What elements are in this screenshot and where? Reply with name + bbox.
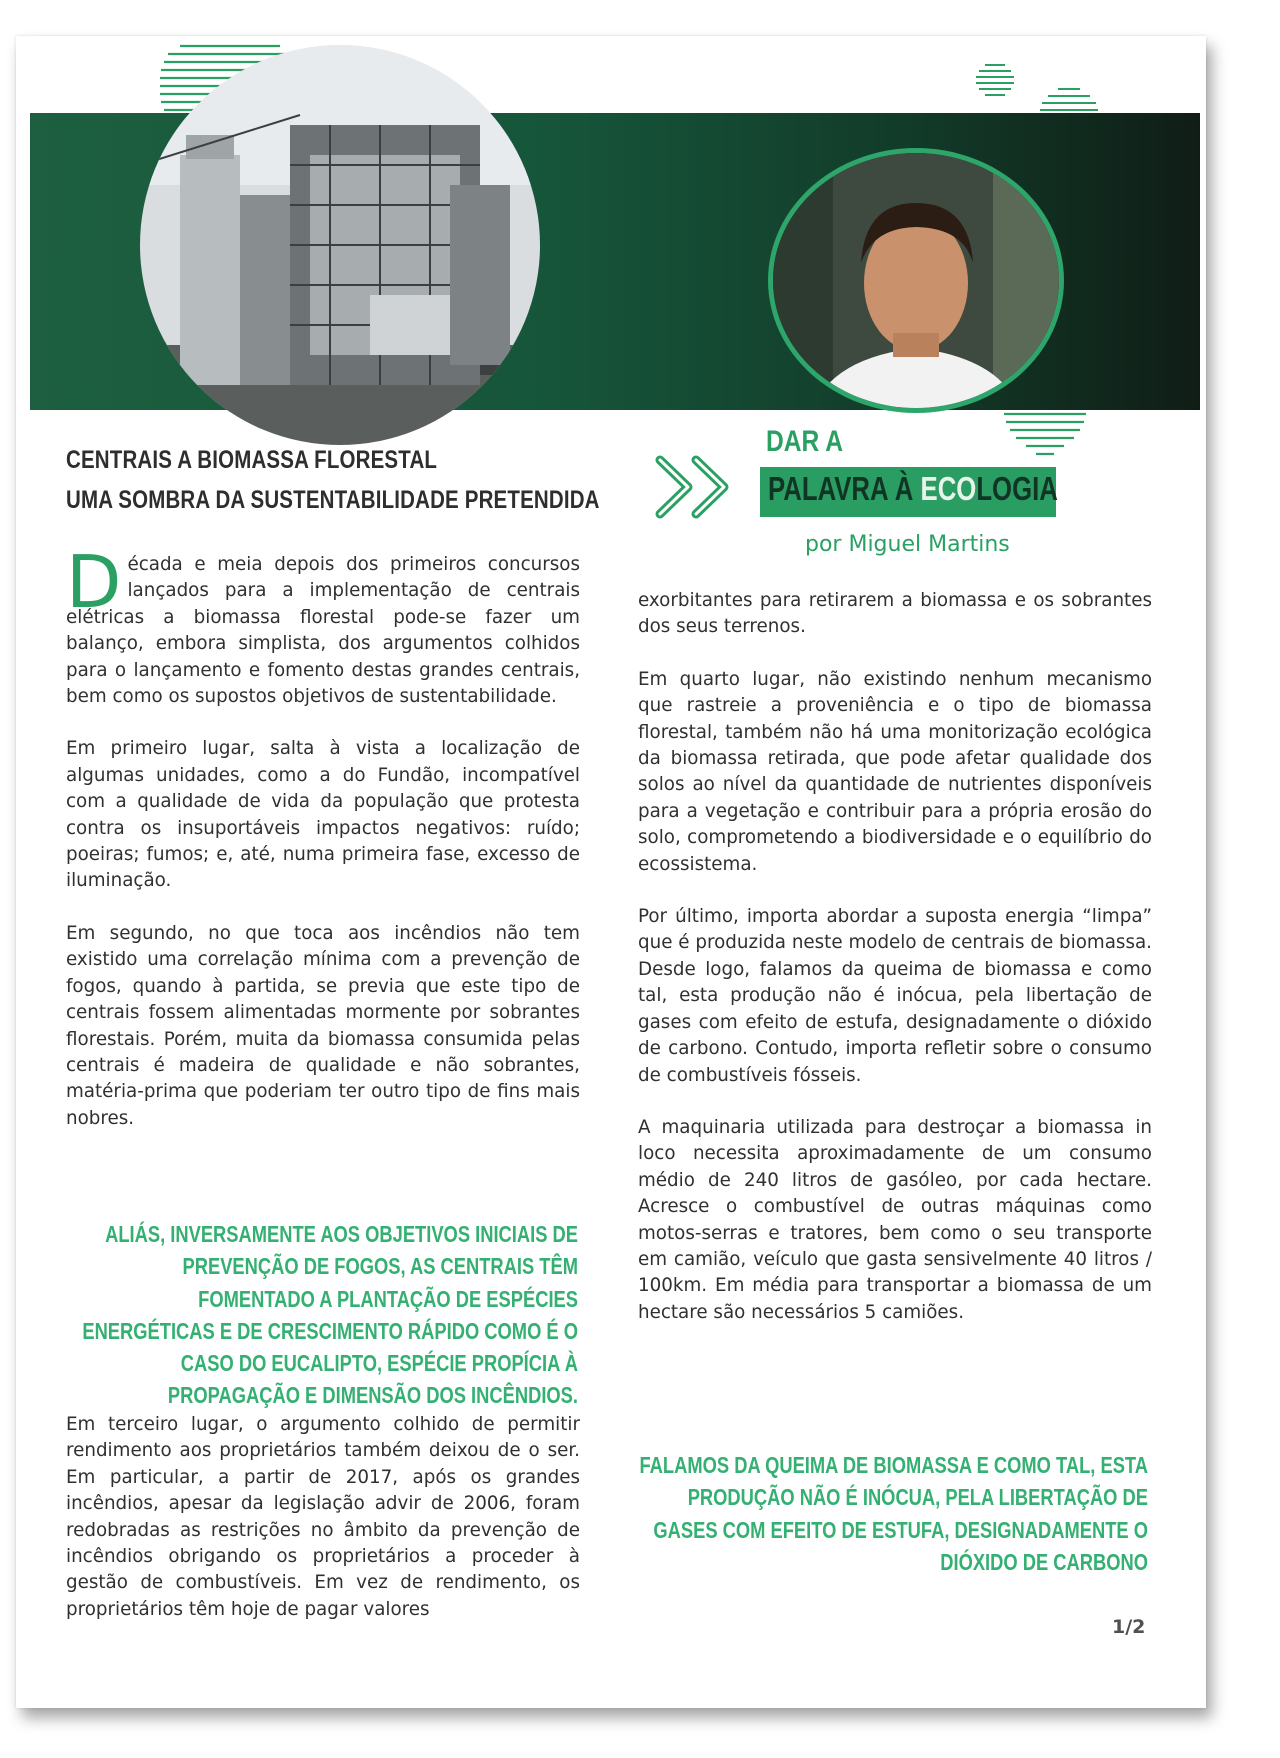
drop-cap: D — [66, 540, 122, 624]
biomass-plant-photo — [140, 45, 540, 445]
paragraph-second-point: Em segundo, no que toca aos incêndios não tem existido uma correlação mínima com a prevenção de fogos, quando à partida, se previa que este tipo de centrais fossem alimentadas mormente por sobrantes florestais. Porém, muita da biomassa consumida pelas centrais é madeira de qualidade e não sobrantes, matéria-prima que poderiam ter outro tipo de fins mais nobres. — [66, 922, 580, 1129]
stripes-decoration-portrait — [1004, 410, 1086, 460]
section-label-part2: LOGIA — [976, 470, 1058, 507]
section-label-part1: PALAVRA À — [768, 470, 921, 507]
pull-quote-left-text: ALIÁS, INVERSAMENTE AOS OBJETIVOS INICIAIS DE PREVENÇÃO DE FOGOS, AS CENTRAIS TÊM FOMENTADO A PLANTAÇÃO DE ESPÉCIES ENERGÉTICAS E DE CRESCIMENTO RÁPIDO COMO É O CASO DO EUCALIPTO, ESPÉCIE PROPÍCIA À PROPAGAÇÃO E DIMENSÃO DOS INCÊNDIOS. — [82, 1221, 579, 1409]
article-title — [66, 440, 600, 520]
section-label — [768, 470, 1058, 508]
pull-quote-right-text: FALAMOS DA QUEIMA DE BIOMASSA E COMO TAL, ESTA PRODUÇÃO NÃO É INÓCUA, PELA LIBERTAÇÃO DE GASES COM EFEITO DE ESTUFA, DESIGNADAMENTE O DIÓXIDO DE CARBONO — [639, 1452, 1148, 1575]
page-number: 1/2 — [1112, 1616, 1146, 1638]
author-portrait-photo — [768, 148, 1064, 413]
title-line-2: UMA SOMBRA DA SUSTENTABILIDADE PRETENDIDA — [66, 486, 600, 514]
paragraph-machinery: A maquinaria utilizada para destroçar a biomassa in loco necessita aproximadamente de um consumo médio de 240 litros de gasóleo, por cada hectare. Acresce o combustível de outras máquinas como motos-serras e tratores, bem como o seu transporte em camião, veículo que gasta sensivelmente 40 litros / 100km. Em média para transportar a biomassa de um hectare são necessários 5 camiões. — [638, 1116, 1152, 1323]
paragraph-last-point: Por último, importa abordar a suposta energia “limpa” que é produzida neste modelo de centrais de biomassa. Desde logo, falamos da queima de biomassa e como tal, esta produção não é inócua, pela libertação de gases com efeito de estufa, designadamente o dióxido de carbono. Contudo, importa refletir sobre o consumo de combustíveis fósseis. — [638, 906, 1152, 1086]
author-byline: por Miguel Martins — [805, 532, 1010, 557]
paragraph-fourth-point: Em quarto lugar, não existindo nenhum mecanismo que rastreie a proveniência e o tipo de biomassa florestal, também não há uma monitorização ecológica da biomassa retirada, que pode afetar qualidade dos solos ao nível da quantidade de nutrientes disponíveis para a vegetação e contribuir para a própria erosão do solo, comprometendo a biodiversidade e o equilíbrio do ecossistema. — [638, 668, 1152, 875]
paragraph-intro-text: écada e meia depois dos primeiros concursos lançados para a implementação de centrais elétricas a biomassa florestal pode-se fazer um balanço, embora simplista, dos argumentos colhidos para o lançamento e fomento destas grandes centrais, bem como os supostos objetivos de sustentabilidade. — [66, 554, 580, 708]
left-column — [66, 540, 580, 1158]
right-column — [638, 588, 1152, 1352]
pull-quote-left — [0, 1218, 580, 1412]
pull-quote-right — [488, 1449, 1150, 1578]
paragraph-first-point: Em primeiro lugar, salta à vista a localização de algumas unidades, como a do Fundão, incompatível com a qualidade de vida da população que protesta contra os insuportáveis impactos negativos: ruído; poeiras; fumos; e, até, numa primeira fase, excesso de iluminação. — [66, 738, 580, 892]
title-line-1: CENTRAIS A BIOMASSA FLORESTAL — [66, 446, 438, 474]
stripes-decoration-top-right-small — [975, 62, 1015, 98]
section-prefix: DAR A — [766, 425, 843, 458]
paragraph-third-point: Em terceiro lugar, o argumento colhido de permitir rendimento aos proprietários também deixou de o ser. Em particular, a partir de 2017, após os grandes incêndios, apesar da legislação advir de 2006, foram redobradas as restrições no âmbito da prevenção de incêndios obrigando os proprietários a proceder à gestão de combustíveis. Em vez de rendimento, os proprietários têm hoje de pagar valores — [66, 1414, 580, 1620]
section-label-eco: ECO — [920, 470, 977, 507]
double-chevron-icon — [652, 452, 752, 522]
paragraph-continued: exorbitantes para retirarem a biomassa e os sobrantes dos seus terrenos. — [638, 590, 1152, 638]
paragraph-intro — [66, 540, 580, 710]
stripes-decoration-top-right — [1040, 86, 1098, 116]
